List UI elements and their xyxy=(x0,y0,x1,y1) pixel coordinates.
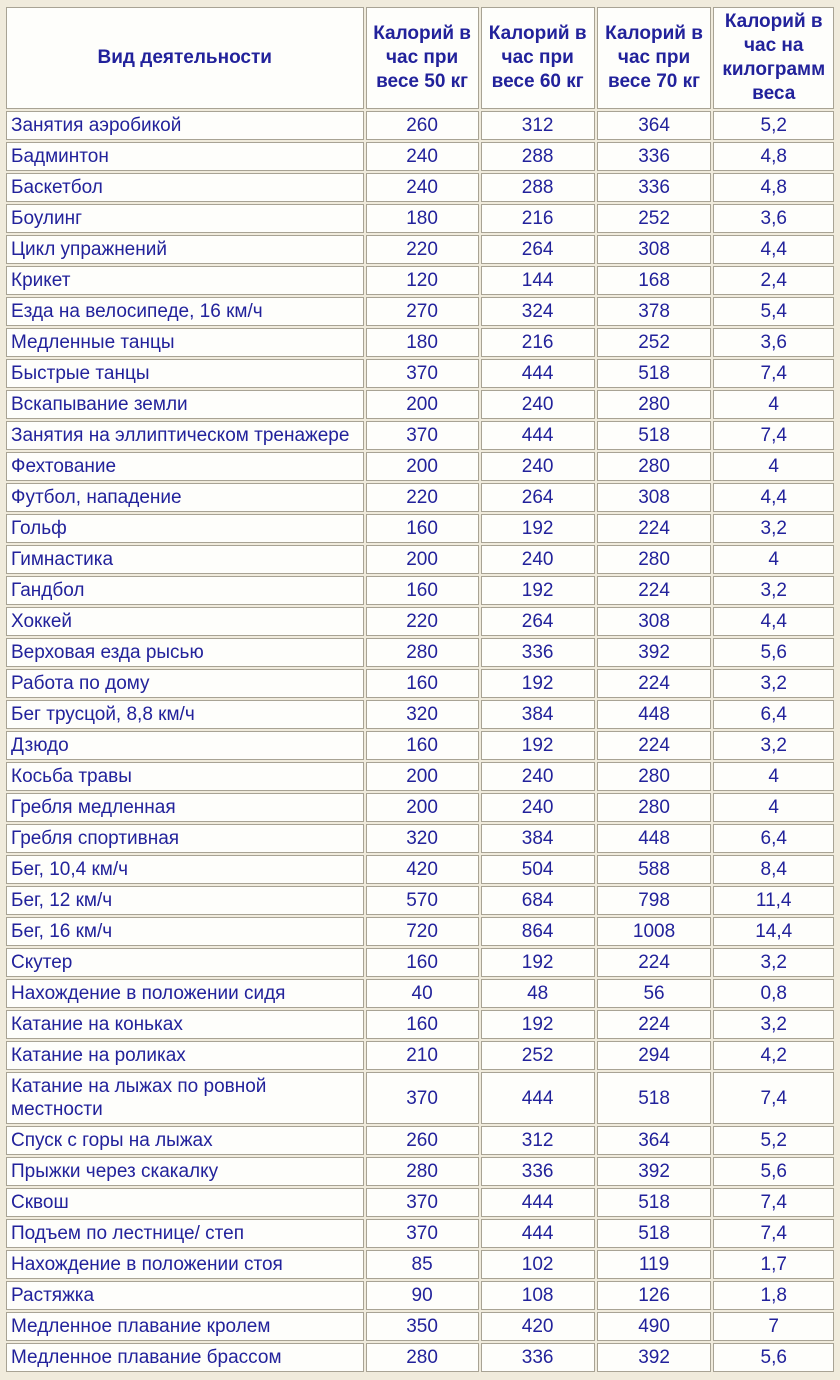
value-cell: 518 xyxy=(597,421,712,450)
value-cell: 294 xyxy=(597,1041,712,1070)
value-cell: 3,6 xyxy=(713,204,834,233)
value-cell: 518 xyxy=(597,1219,712,1248)
activity-cell: Скутер xyxy=(6,948,364,977)
activity-cell: Гребля спортивная xyxy=(6,824,364,853)
activity-cell: Бег, 12 км/ч xyxy=(6,886,364,915)
activity-cell: Гребля медленная xyxy=(6,793,364,822)
value-cell: 518 xyxy=(597,1188,712,1217)
value-cell: 160 xyxy=(366,731,479,760)
value-cell: 336 xyxy=(481,1157,595,1186)
value-cell: 5,6 xyxy=(713,1343,834,1372)
value-cell: 588 xyxy=(597,855,712,884)
value-cell: 224 xyxy=(597,669,712,698)
value-cell: 270 xyxy=(366,297,479,326)
value-cell: 4 xyxy=(713,793,834,822)
value-cell: 192 xyxy=(481,669,595,698)
table-body xyxy=(6,111,834,1372)
value-cell: 200 xyxy=(366,452,479,481)
value-cell: 11,4 xyxy=(713,886,834,915)
header-kcal-per-kg: Калорий в час на килограмм веса xyxy=(713,7,834,109)
table-row xyxy=(6,1219,834,1248)
activity-cell: Медленные танцы xyxy=(6,328,364,357)
table-row xyxy=(6,452,834,481)
table-row xyxy=(6,390,834,419)
value-cell: 444 xyxy=(481,1219,595,1248)
value-cell: 420 xyxy=(366,855,479,884)
activity-cell: Фехтование xyxy=(6,452,364,481)
header-kcal-70kg: Калорий в час при весе 70 кг xyxy=(597,7,712,109)
value-cell: 5,2 xyxy=(713,111,834,140)
value-cell: 85 xyxy=(366,1250,479,1279)
value-cell: 4 xyxy=(713,762,834,791)
value-cell: 6,4 xyxy=(713,700,834,729)
value-cell: 160 xyxy=(366,1010,479,1039)
activity-cell: Гандбол xyxy=(6,576,364,605)
value-cell: 444 xyxy=(481,1072,595,1124)
value-cell: 3,6 xyxy=(713,328,834,357)
value-cell: 126 xyxy=(597,1281,712,1310)
activity-cell: Быстрые танцы xyxy=(6,359,364,388)
activity-cell: Дзюдо xyxy=(6,731,364,760)
value-cell: 216 xyxy=(481,204,595,233)
value-cell: 280 xyxy=(597,452,712,481)
value-cell: 7,4 xyxy=(713,1188,834,1217)
value-cell: 280 xyxy=(597,390,712,419)
value-cell: 160 xyxy=(366,576,479,605)
table-row xyxy=(6,1312,834,1341)
value-cell: 3,2 xyxy=(713,948,834,977)
table-row xyxy=(6,359,834,388)
table-row xyxy=(6,886,834,915)
value-cell: 240 xyxy=(481,545,595,574)
activity-cell: Спуск с горы на лыжах xyxy=(6,1126,364,1155)
value-cell: 7 xyxy=(713,1312,834,1341)
value-cell: 224 xyxy=(597,576,712,605)
value-cell: 200 xyxy=(366,793,479,822)
value-cell: 240 xyxy=(366,173,479,202)
value-cell: 90 xyxy=(366,1281,479,1310)
activity-cell: Занятия аэробикой xyxy=(6,111,364,140)
value-cell: 392 xyxy=(597,1343,712,1372)
value-cell: 224 xyxy=(597,948,712,977)
value-cell: 2,4 xyxy=(713,266,834,295)
value-cell: 220 xyxy=(366,483,479,512)
value-cell: 240 xyxy=(481,762,595,791)
value-cell: 336 xyxy=(597,142,712,171)
header-kcal-50kg: Калорий в час при весе 50 кг xyxy=(366,7,479,109)
value-cell: 220 xyxy=(366,235,479,264)
value-cell: 3,2 xyxy=(713,576,834,605)
table-row xyxy=(6,173,834,202)
value-cell: 240 xyxy=(481,452,595,481)
value-cell: 252 xyxy=(597,204,712,233)
value-cell: 444 xyxy=(481,1188,595,1217)
value-cell: 7,4 xyxy=(713,421,834,450)
activity-cell: Растяжка xyxy=(6,1281,364,1310)
value-cell: 308 xyxy=(597,607,712,636)
value-cell: 260 xyxy=(366,1126,479,1155)
value-cell: 180 xyxy=(366,204,479,233)
activity-cell: Бадминтон xyxy=(6,142,364,171)
value-cell: 4,8 xyxy=(713,173,834,202)
value-cell: 102 xyxy=(481,1250,595,1279)
activity-cell: Катание на коньках xyxy=(6,1010,364,1039)
table-row xyxy=(6,1010,834,1039)
table-row xyxy=(6,855,834,884)
value-cell: 4,4 xyxy=(713,235,834,264)
value-cell: 4 xyxy=(713,390,834,419)
value-cell: 108 xyxy=(481,1281,595,1310)
value-cell: 264 xyxy=(481,235,595,264)
value-cell: 240 xyxy=(366,142,479,171)
value-cell: 280 xyxy=(366,638,479,667)
value-cell: 370 xyxy=(366,1072,479,1124)
value-cell: 350 xyxy=(366,1312,479,1341)
value-cell: 7,4 xyxy=(713,1219,834,1248)
table-row xyxy=(6,700,834,729)
value-cell: 168 xyxy=(597,266,712,295)
value-cell: 180 xyxy=(366,328,479,357)
activity-cell: Гимнастика xyxy=(6,545,364,574)
activity-cell: Цикл упражнений xyxy=(6,235,364,264)
value-cell: 264 xyxy=(481,607,595,636)
value-cell: 192 xyxy=(481,576,595,605)
value-cell: 570 xyxy=(366,886,479,915)
table-header-row xyxy=(6,7,834,109)
table-row xyxy=(6,328,834,357)
header-activity: Вид деятельности xyxy=(6,7,364,109)
table-row xyxy=(6,297,834,326)
header-kcal-60kg: Калорий в час при весе 60 кг xyxy=(481,7,595,109)
value-cell: 364 xyxy=(597,1126,712,1155)
activity-cell: Боулинг xyxy=(6,204,364,233)
value-cell: 144 xyxy=(481,266,595,295)
value-cell: 6,4 xyxy=(713,824,834,853)
value-cell: 220 xyxy=(366,607,479,636)
value-cell: 5,6 xyxy=(713,1157,834,1186)
value-cell: 336 xyxy=(597,173,712,202)
value-cell: 224 xyxy=(597,1010,712,1039)
value-cell: 370 xyxy=(366,1219,479,1248)
value-cell: 192 xyxy=(481,514,595,543)
table-row xyxy=(6,669,834,698)
value-cell: 4,4 xyxy=(713,483,834,512)
value-cell: 4 xyxy=(713,452,834,481)
value-cell: 210 xyxy=(366,1041,479,1070)
value-cell: 720 xyxy=(366,917,479,946)
value-cell: 56 xyxy=(597,979,712,1008)
table-row xyxy=(6,204,834,233)
table-row xyxy=(6,483,834,512)
value-cell: 336 xyxy=(481,638,595,667)
value-cell: 384 xyxy=(481,700,595,729)
value-cell: 200 xyxy=(366,390,479,419)
value-cell: 224 xyxy=(597,731,712,760)
value-cell: 378 xyxy=(597,297,712,326)
table-row xyxy=(6,1041,834,1070)
value-cell: 119 xyxy=(597,1250,712,1279)
value-cell: 444 xyxy=(481,359,595,388)
value-cell: 1,7 xyxy=(713,1250,834,1279)
value-cell: 364 xyxy=(597,111,712,140)
activity-cell: Занятия на эллиптическом тренажере xyxy=(6,421,364,450)
value-cell: 384 xyxy=(481,824,595,853)
table-row xyxy=(6,235,834,264)
value-cell: 120 xyxy=(366,266,479,295)
value-cell: 7,4 xyxy=(713,1072,834,1124)
value-cell: 240 xyxy=(481,390,595,419)
value-cell: 224 xyxy=(597,514,712,543)
activity-cell: Езда на велосипеде, 16 км/ч xyxy=(6,297,364,326)
table-row xyxy=(6,1072,834,1124)
value-cell: 420 xyxy=(481,1312,595,1341)
table-row xyxy=(6,731,834,760)
value-cell: 3,2 xyxy=(713,669,834,698)
value-cell: 392 xyxy=(597,1157,712,1186)
value-cell: 320 xyxy=(366,700,479,729)
activity-cell: Вскапывание земли xyxy=(6,390,364,419)
activity-cell: Хоккей xyxy=(6,607,364,636)
value-cell: 260 xyxy=(366,111,479,140)
value-cell: 14,4 xyxy=(713,917,834,946)
activity-cell: Работа по дому xyxy=(6,669,364,698)
table-row xyxy=(6,638,834,667)
activity-cell: Сквош xyxy=(6,1188,364,1217)
value-cell: 864 xyxy=(481,917,595,946)
table-row xyxy=(6,948,834,977)
table-row xyxy=(6,917,834,946)
table-row xyxy=(6,545,834,574)
value-cell: 448 xyxy=(597,700,712,729)
activity-cell: Нахождение в положении сидя xyxy=(6,979,364,1008)
activity-cell: Футбол, нападение xyxy=(6,483,364,512)
table-row xyxy=(6,1343,834,1372)
calories-table xyxy=(4,5,836,1374)
value-cell: 312 xyxy=(481,111,595,140)
activity-cell: Подъем по лестнице/ степ xyxy=(6,1219,364,1248)
value-cell: 160 xyxy=(366,669,479,698)
value-cell: 200 xyxy=(366,545,479,574)
table-row xyxy=(6,1126,834,1155)
table-row xyxy=(6,1188,834,1217)
value-cell: 4,8 xyxy=(713,142,834,171)
table-row xyxy=(6,762,834,791)
table-row xyxy=(6,266,834,295)
value-cell: 192 xyxy=(481,1010,595,1039)
value-cell: 370 xyxy=(366,1188,479,1217)
value-cell: 280 xyxy=(366,1343,479,1372)
activity-cell: Баскетбол xyxy=(6,173,364,202)
table-row xyxy=(6,979,834,1008)
activity-cell: Медленное плавание брассом xyxy=(6,1343,364,1372)
value-cell: 40 xyxy=(366,979,479,1008)
value-cell: 3,2 xyxy=(713,731,834,760)
value-cell: 518 xyxy=(597,1072,712,1124)
value-cell: 160 xyxy=(366,514,479,543)
value-cell: 4,2 xyxy=(713,1041,834,1070)
table-row xyxy=(6,793,834,822)
value-cell: 798 xyxy=(597,886,712,915)
table-row xyxy=(6,1157,834,1186)
value-cell: 3,2 xyxy=(713,514,834,543)
value-cell: 370 xyxy=(366,421,479,450)
value-cell: 288 xyxy=(481,173,595,202)
value-cell: 192 xyxy=(481,948,595,977)
value-cell: 444 xyxy=(481,421,595,450)
value-cell: 4 xyxy=(713,545,834,574)
value-cell: 490 xyxy=(597,1312,712,1341)
value-cell: 308 xyxy=(597,235,712,264)
value-cell: 200 xyxy=(366,762,479,791)
value-cell: 448 xyxy=(597,824,712,853)
value-cell: 5,2 xyxy=(713,1126,834,1155)
table-row xyxy=(6,607,834,636)
value-cell: 192 xyxy=(481,731,595,760)
table-row xyxy=(6,1250,834,1279)
value-cell: 264 xyxy=(481,483,595,512)
table-row xyxy=(6,576,834,605)
value-cell: 7,4 xyxy=(713,359,834,388)
table-row xyxy=(6,1281,834,1310)
value-cell: 252 xyxy=(481,1041,595,1070)
value-cell: 0,8 xyxy=(713,979,834,1008)
table-row xyxy=(6,111,834,140)
value-cell: 1008 xyxy=(597,917,712,946)
value-cell: 370 xyxy=(366,359,479,388)
table-row xyxy=(6,514,834,543)
activity-cell: Катание на лыжах по ровной местности xyxy=(6,1072,364,1124)
activity-cell: Крикет xyxy=(6,266,364,295)
value-cell: 308 xyxy=(597,483,712,512)
value-cell: 324 xyxy=(481,297,595,326)
value-cell: 160 xyxy=(366,948,479,977)
value-cell: 280 xyxy=(597,545,712,574)
value-cell: 504 xyxy=(481,855,595,884)
value-cell: 8,4 xyxy=(713,855,834,884)
value-cell: 4,4 xyxy=(713,607,834,636)
table-row xyxy=(6,824,834,853)
value-cell: 288 xyxy=(481,142,595,171)
activity-cell: Косьба травы xyxy=(6,762,364,791)
activity-cell: Медленное плавание кролем xyxy=(6,1312,364,1341)
value-cell: 280 xyxy=(366,1157,479,1186)
value-cell: 3,2 xyxy=(713,1010,834,1039)
value-cell: 216 xyxy=(481,328,595,357)
value-cell: 518 xyxy=(597,359,712,388)
value-cell: 336 xyxy=(481,1343,595,1372)
activity-cell: Верховая езда рысью xyxy=(6,638,364,667)
value-cell: 684 xyxy=(481,886,595,915)
activity-cell: Катание на роликах xyxy=(6,1041,364,1070)
value-cell: 280 xyxy=(597,762,712,791)
activity-cell: Гольф xyxy=(6,514,364,543)
value-cell: 320 xyxy=(366,824,479,853)
value-cell: 240 xyxy=(481,793,595,822)
value-cell: 312 xyxy=(481,1126,595,1155)
value-cell: 5,6 xyxy=(713,638,834,667)
value-cell: 5,4 xyxy=(713,297,834,326)
table-row xyxy=(6,142,834,171)
activity-cell: Бег трусцой, 8,8 км/ч xyxy=(6,700,364,729)
activity-cell: Бег, 10,4 км/ч xyxy=(6,855,364,884)
value-cell: 392 xyxy=(597,638,712,667)
activity-cell: Нахождение в положении стоя xyxy=(6,1250,364,1279)
activity-cell: Прыжки через скакалку xyxy=(6,1157,364,1186)
table-row xyxy=(6,421,834,450)
value-cell: 280 xyxy=(597,793,712,822)
value-cell: 1,8 xyxy=(713,1281,834,1310)
activity-cell: Бег, 16 км/ч xyxy=(6,917,364,946)
value-cell: 252 xyxy=(597,328,712,357)
value-cell: 48 xyxy=(481,979,595,1008)
